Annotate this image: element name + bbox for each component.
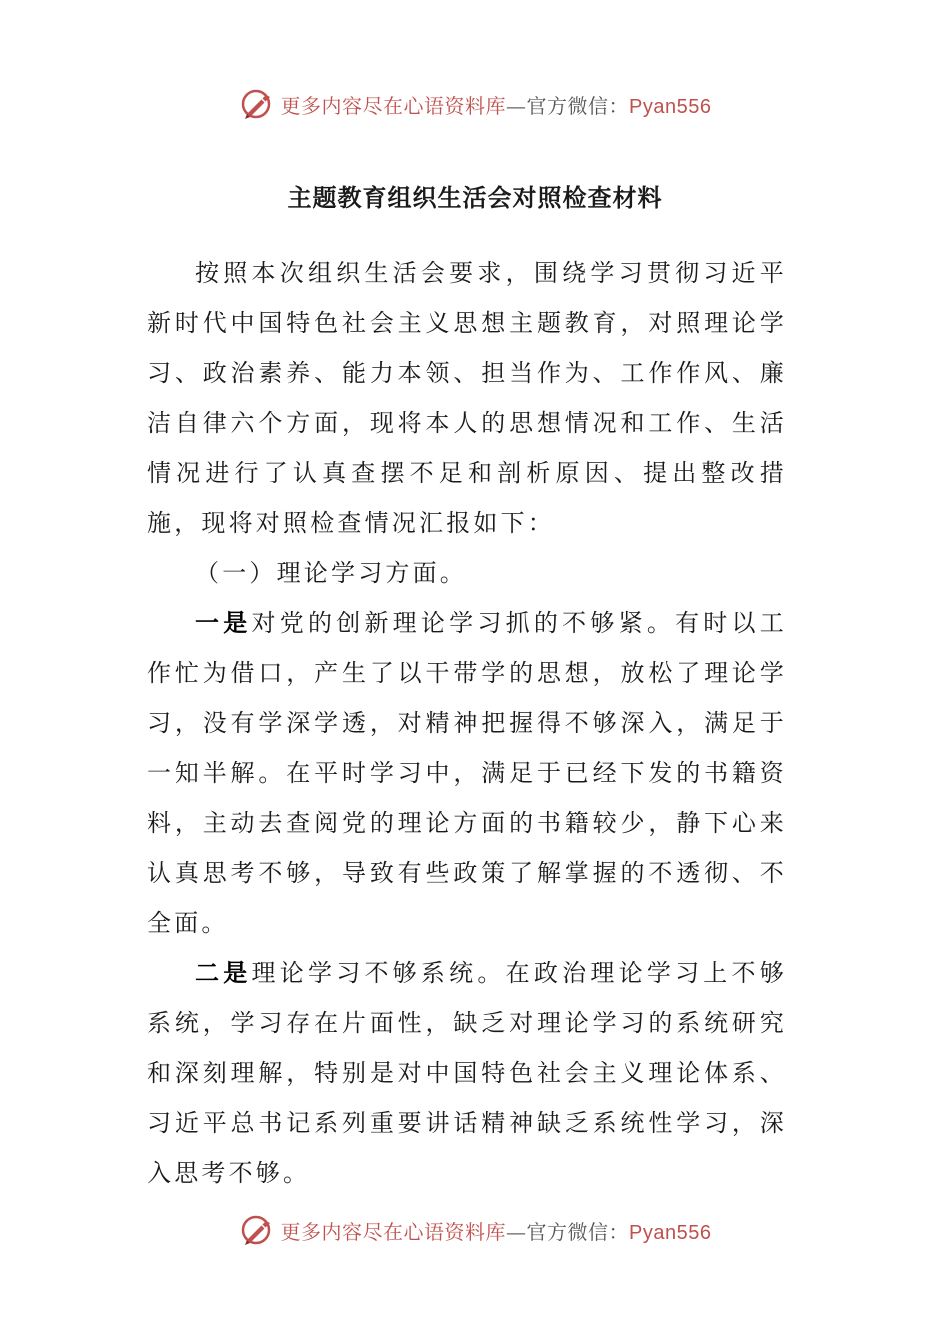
item-paragraph-2 bbox=[147, 948, 787, 1198]
pen-in-circle-logo-icon bbox=[239, 86, 275, 122]
watermark-wechat-label: 官方微信： bbox=[526, 93, 630, 118]
pen-in-circle-logo-icon bbox=[239, 1212, 275, 1248]
watermark-brand: 更多内容尽在心语资料库 bbox=[280, 1219, 507, 1244]
watermark-text bbox=[281, 1216, 712, 1245]
intro-paragraph: 按照本次组织生活会要求，围绕学习贯彻习近平新时代中国特色社会主义思想主题教育，对照理论学习、政治素养、能力本领、担当作为、工作作风、廉洁自律六个方面，现将本人的思想情况和工作、生活情况进行了认真查摆不足和剖析原因、提出整改措施，现将对照检查情况汇报如下： bbox=[147, 259, 787, 537]
watermark-wechat-label: 官方微信： bbox=[526, 1219, 630, 1244]
footer-watermark bbox=[0, 1210, 950, 1250]
item-text-2: 理论学习不够系统。在政治理论学习上不够系统，学习存在片面性，缺乏对理论学习的系统研究和深刻理解，特别是对中国特色社会主义理论体系、习近平总书记系列重要讲话精神缺乏系统性学习，深入思考不够。 bbox=[147, 959, 787, 1187]
watermark-separator: — bbox=[506, 1219, 527, 1244]
watermark-wechat-id: Pyan556 bbox=[629, 95, 712, 118]
item-lead-1: 一是 bbox=[195, 608, 252, 637]
watermark-separator: — bbox=[506, 93, 527, 118]
document-body bbox=[147, 248, 787, 1198]
item-lead-2: 二是 bbox=[195, 958, 252, 987]
header-watermark bbox=[0, 84, 950, 124]
item-paragraph-1 bbox=[147, 598, 787, 948]
document-title: 主题教育组织生活会对照检查材料 bbox=[287, 183, 663, 212]
item-text-1: 对党的创新理论学习抓的不够紧。有时以工作忙为借口，产生了以干带学的思想，放松了理论学习，没有学深学透，对精神把握得不够深入，满足于一知半解。在平时学习中，满足于已经下发的书籍资料，主动去查阅党的理论方面的书籍较少，静下心来认真思考不够，导致有些政策了解掌握的不透彻、不全面。 bbox=[147, 609, 787, 937]
watermark-text bbox=[281, 90, 712, 119]
section-heading: （一）理论学习方面。 bbox=[195, 559, 467, 587]
watermark-brand: 更多内容尽在心语资料库 bbox=[280, 93, 507, 118]
watermark-wechat-id: Pyan556 bbox=[629, 1221, 712, 1244]
